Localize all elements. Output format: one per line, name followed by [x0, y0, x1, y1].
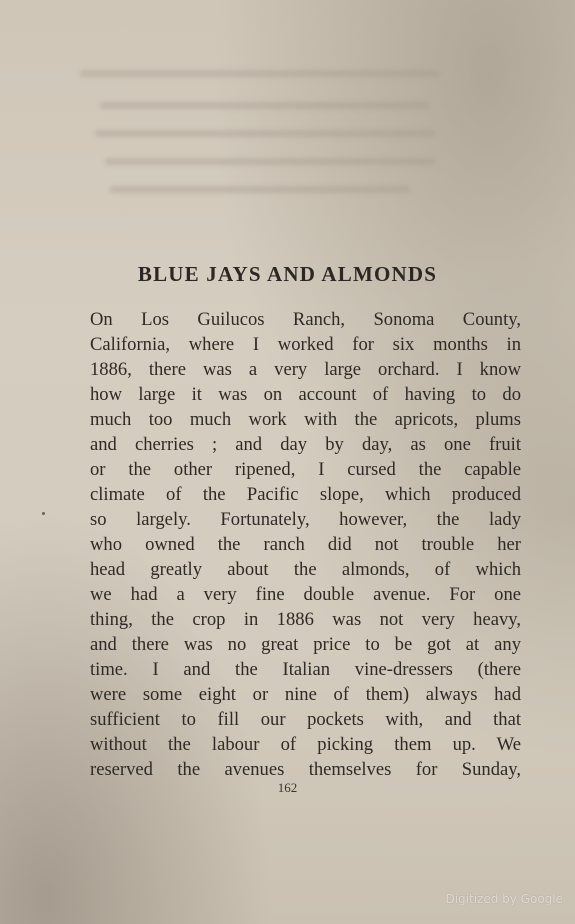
watermark: Digitized by Google	[445, 892, 563, 906]
bleed-through-text	[110, 186, 410, 193]
text-line: reserved the avenues themselves for Sunday,	[90, 759, 521, 780]
text-line: thing, the crop in 1886 was not very heavy,	[90, 609, 521, 630]
text-line: and cherries ; and day by day, as one fruit	[90, 434, 521, 455]
bleed-through-text	[100, 102, 430, 109]
text-line: who owned the ranch did not trouble her	[90, 534, 521, 555]
text-line: we had a very fine double avenue. For one	[90, 584, 521, 605]
text-line: time. I and the Italian vine-dressers (there	[90, 659, 521, 680]
page-number: 162	[277, 780, 298, 795]
text-line: On Los Guilucos Ranch, Sonoma County,	[90, 309, 521, 330]
text-line: sufficient to fill our pockets with, and that	[90, 709, 521, 730]
text-line: California, where I worked for six months in	[90, 334, 521, 355]
text-line: climate of the Pacific slope, which produced	[90, 484, 521, 505]
body-text	[90, 307, 521, 782]
bleed-through-text	[80, 70, 440, 77]
text-line: much too much work with the apricots, plums	[90, 409, 521, 430]
text-line: so largely. Fortunately, however, the lady	[90, 509, 521, 530]
chapter-title: BLUE JAYS AND ALMONDS	[137, 262, 438, 286]
text-line: or the other ripened, I cursed the capable	[90, 459, 521, 480]
text-line: 1886, there was a very large orchard. I know	[90, 359, 521, 380]
text-line: without the labour of picking them up. We	[90, 734, 521, 755]
text-line: head greatly about the almonds, of which	[90, 559, 521, 580]
text-line: and there was no great price to be got at any	[90, 634, 521, 655]
bleed-through-text	[95, 130, 435, 137]
paper-speck	[42, 512, 45, 515]
bleed-through-text	[105, 158, 435, 165]
text-line: how large it was on account of having to do	[90, 384, 521, 405]
text-line: were some eight or nine of them) always had	[90, 684, 521, 705]
